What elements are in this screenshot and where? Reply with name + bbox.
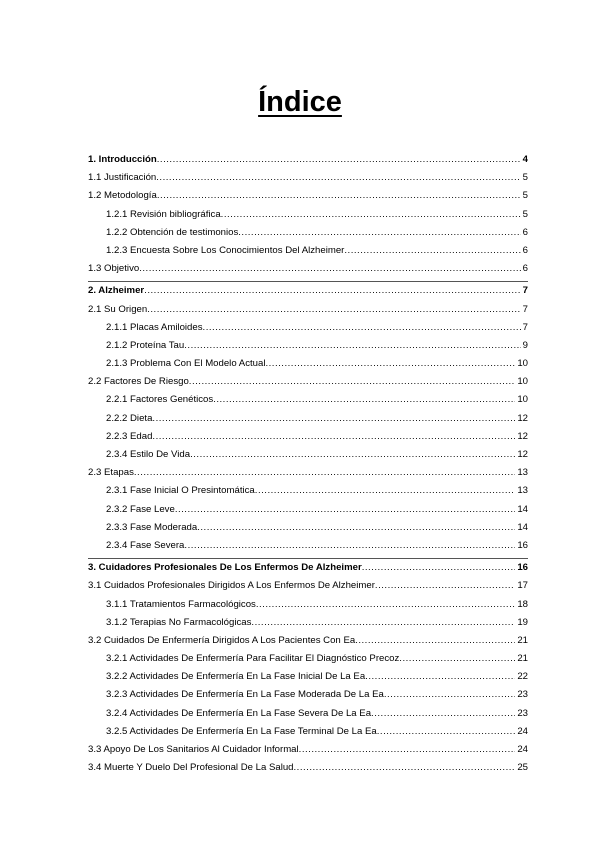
toc-section-entry[interactable] <box>88 467 528 485</box>
toc-entry-page-number: 16 <box>517 562 528 574</box>
toc-entry-page-number: 25 <box>517 762 528 774</box>
dot-leader <box>375 580 515 591</box>
toc-subsection-entry[interactable] <box>88 245 528 263</box>
toc-entry-label: 3.4 Muerte Y Duelo Del Profesional De La Salud <box>88 762 294 774</box>
toc-entry-label: 2.1.3 Problema Con El Modelo Actual <box>106 358 266 370</box>
toc-entry-label: 1.2 Metodología <box>88 190 157 202</box>
toc-entry-page-number: 24 <box>517 725 528 737</box>
toc-chapter <box>88 562 528 780</box>
toc-entry-label: 2.1.1 Placas Amiloides <box>106 321 203 333</box>
dot-leader <box>189 376 516 387</box>
toc-entry-label: 1.2.2 Obtención de testimonios <box>106 226 239 238</box>
toc-subsection-entry[interactable] <box>88 449 528 467</box>
dot-leader <box>251 617 515 628</box>
toc-section-entry[interactable] <box>88 304 528 322</box>
toc-chapter-heading[interactable] <box>88 154 528 172</box>
toc-subsection-entry[interactable] <box>88 322 528 340</box>
toc-entry-label: 2.3.3 Fase Moderada <box>106 521 198 533</box>
toc-section-entry[interactable] <box>88 172 528 190</box>
toc-entry-page-number: 14 <box>517 503 528 515</box>
toc-subsection-entry[interactable] <box>88 653 528 671</box>
dot-leader <box>134 467 515 478</box>
toc-section-entry[interactable] <box>88 635 528 653</box>
toc-subsection-entry[interactable] <box>88 599 528 617</box>
dot-leader <box>147 304 520 315</box>
toc-entry-label: 3.2.3 Actividades De Enfermería En La Fase Moderada De La Ea <box>106 689 384 701</box>
toc-subsection-entry[interactable] <box>88 671 528 689</box>
toc-subsection-entry[interactable] <box>88 340 528 358</box>
dot-leader <box>371 708 515 719</box>
chapter-divider <box>88 281 528 282</box>
toc-subsection-entry[interactable] <box>88 708 528 726</box>
toc-entry-page-number: 10 <box>517 358 528 370</box>
dot-leader <box>157 154 521 165</box>
toc-entry-page-number: 21 <box>517 653 528 665</box>
toc-entry-page-number: 6 <box>522 244 528 256</box>
toc-entry-label: 1.2.1 Revisión bibliográfica <box>106 208 221 220</box>
dot-leader <box>213 394 515 405</box>
dot-leader <box>203 322 521 333</box>
toc-entry-label: 3. Cuidadores Profesionales De Los Enfermos De Alzheimer <box>88 562 362 574</box>
toc-entry-label: 2.2.1 Factores Genéticos <box>106 394 214 406</box>
toc-entry-label: 3.2.2 Actividades De Enfermería En La Fase Inicial De La Ea <box>106 671 366 683</box>
toc-entry-label: 2.3 Etapas <box>88 467 134 479</box>
toc-entry-page-number: 16 <box>517 539 528 551</box>
toc-entry-label: 2.3.1 Fase Inicial O Presintomática <box>106 485 255 497</box>
toc-entry-label: 2.3.4 Estilo De Vida <box>106 449 191 460</box>
toc-entry-label: 2.3.2 Fase Leve <box>106 503 175 515</box>
toc-subsection-entry[interactable] <box>88 209 528 227</box>
dot-leader <box>344 245 520 256</box>
toc-entry-label: 3.3 Apoyo De Los Sanitarios Al Cuidador Informal <box>88 744 299 755</box>
toc-entry-label: 2.2.3 Edad <box>106 430 153 442</box>
toc-entry-label: 3.1.2 Terapias No Farmacológicas <box>106 616 252 628</box>
toc-entry-page-number: 12 <box>517 412 528 424</box>
toc-entry-page-number: 12 <box>517 449 528 460</box>
toc-entry-label: 3.2 Cuidados De Enfermería Dirigidos A Los Pacientes Con Ea <box>88 634 356 646</box>
toc-entry-label: 3.1.1 Tratamientos Farmacológicos <box>106 598 256 610</box>
toc-section-entry[interactable] <box>88 263 528 281</box>
toc-entry-page-number: 14 <box>517 521 528 533</box>
toc-entry-page-number: 12 <box>517 430 528 442</box>
toc-entry-page-number: 9 <box>522 339 528 351</box>
dot-leader <box>221 209 521 220</box>
dot-leader <box>152 431 515 442</box>
dot-leader <box>384 689 515 700</box>
toc-entry-page-number: 22 <box>517 671 528 683</box>
toc-section-entry[interactable] <box>88 580 528 598</box>
toc-subsection-entry[interactable] <box>88 431 528 449</box>
toc-section-entry[interactable] <box>88 190 528 208</box>
toc-entry-label: 1.1 Justificación <box>88 172 157 184</box>
dot-leader <box>157 190 521 201</box>
dot-leader <box>365 671 515 682</box>
chapter-divider <box>88 558 528 559</box>
toc-subsection-entry[interactable] <box>88 617 528 635</box>
toc-entry-page-number: 17 <box>517 580 528 592</box>
toc-entry-page-number: 13 <box>517 467 528 479</box>
dot-leader <box>265 358 515 369</box>
dot-leader <box>184 540 515 551</box>
toc-entry-page-number: 23 <box>517 707 528 719</box>
toc-chapter-heading[interactable] <box>88 285 528 303</box>
toc-subsection-entry[interactable] <box>88 413 528 431</box>
toc-subsection-entry[interactable] <box>88 540 528 558</box>
toc-section-entry[interactable] <box>88 744 528 762</box>
dot-leader <box>255 485 516 496</box>
dot-leader <box>175 504 516 515</box>
toc-chapter <box>88 154 528 281</box>
dot-leader <box>238 227 520 238</box>
toc-subsection-entry[interactable] <box>88 726 528 744</box>
toc-subsection-entry[interactable] <box>88 227 528 245</box>
toc-entry-page-number: 19 <box>517 616 528 628</box>
toc-section-entry[interactable] <box>88 762 528 780</box>
toc-entry-label: 2. Alzheimer <box>88 285 145 297</box>
dot-leader <box>197 522 515 533</box>
toc-entry-page-number: 23 <box>517 689 528 701</box>
dot-leader <box>184 340 520 351</box>
toc-entry-label: 1. Introducción <box>88 154 157 165</box>
toc-section-entry[interactable] <box>88 376 528 394</box>
dot-leader <box>299 744 516 755</box>
toc-entry-page-number: 13 <box>517 485 528 497</box>
dot-leader <box>156 172 520 183</box>
toc-entry-label: 2.2 Factores De Riesgo <box>88 376 189 388</box>
toc-entry-page-number: 7 <box>522 285 528 297</box>
dot-leader <box>362 562 516 573</box>
toc-entry-page-number: 6 <box>522 226 528 238</box>
toc-entry-label: 1.3 Objetivo <box>88 263 140 275</box>
toc-entry-page-number: 4 <box>522 154 528 165</box>
toc-entry-page-number: 18 <box>517 598 528 610</box>
toc-entry-label: 2.3.4 Fase Severa <box>106 539 185 551</box>
toc-entry-label: 3.2.4 Actividades De Enfermería En La Fase Severa De La Ea <box>106 707 372 719</box>
dot-leader <box>399 653 515 664</box>
page-title: Índice <box>258 86 342 118</box>
toc-entry-label: 3.2.5 Actividades De Enfermería En La Fase Terminal De La Ea <box>106 725 377 737</box>
toc-subsection-entry[interactable] <box>88 358 528 376</box>
toc-entry-label: 3.2.1 Actividades De Enfermería Para Facilitar El Diagnóstico Precoz <box>106 653 400 665</box>
toc-entry-page-number: 7 <box>522 321 528 333</box>
toc-entry-page-number: 10 <box>517 376 528 388</box>
dot-leader <box>144 285 520 296</box>
toc-subsection-entry[interactable] <box>88 485 528 503</box>
dot-leader <box>355 635 515 646</box>
toc-entry-page-number: 5 <box>522 208 528 220</box>
toc-entry-label: 2.1.2 Proteína Tau <box>106 339 185 351</box>
toc-entry-page-number: 6 <box>522 263 528 275</box>
dot-leader <box>190 449 515 460</box>
toc-entry-page-number: 10 <box>517 394 528 406</box>
toc-entry-page-number: 7 <box>522 303 528 315</box>
toc-entry-label: 2.1 Su Origen <box>88 303 148 315</box>
toc-subsection-entry[interactable] <box>88 504 528 522</box>
toc-entry-label: 3.1 Cuidados Profesionales Dirigidos A Los Enfermos De Alzheimer <box>88 580 375 592</box>
dot-leader <box>256 599 515 610</box>
toc-entry-page-number: 24 <box>517 744 528 755</box>
toc-entry-label: 1.2.3 Encuesta Sobre Los Conocimientos Del Alzheimer <box>106 244 345 256</box>
table-of-contents <box>88 154 528 780</box>
dot-leader <box>377 726 516 737</box>
toc-entry-page-number: 5 <box>522 190 528 202</box>
toc-entry-page-number: 5 <box>522 172 528 184</box>
dot-leader <box>152 413 515 424</box>
toc-chapter <box>88 285 528 558</box>
toc-subsection-entry[interactable] <box>88 522 528 540</box>
dot-leader <box>139 263 520 274</box>
toc-subsection-entry[interactable] <box>88 689 528 707</box>
dot-leader <box>294 762 516 773</box>
toc-chapter-heading[interactable] <box>88 562 528 580</box>
toc-entry-label: 2.2.2 Dieta <box>106 412 153 424</box>
toc-subsection-entry[interactable] <box>88 394 528 412</box>
toc-entry-page-number: 21 <box>517 634 528 646</box>
